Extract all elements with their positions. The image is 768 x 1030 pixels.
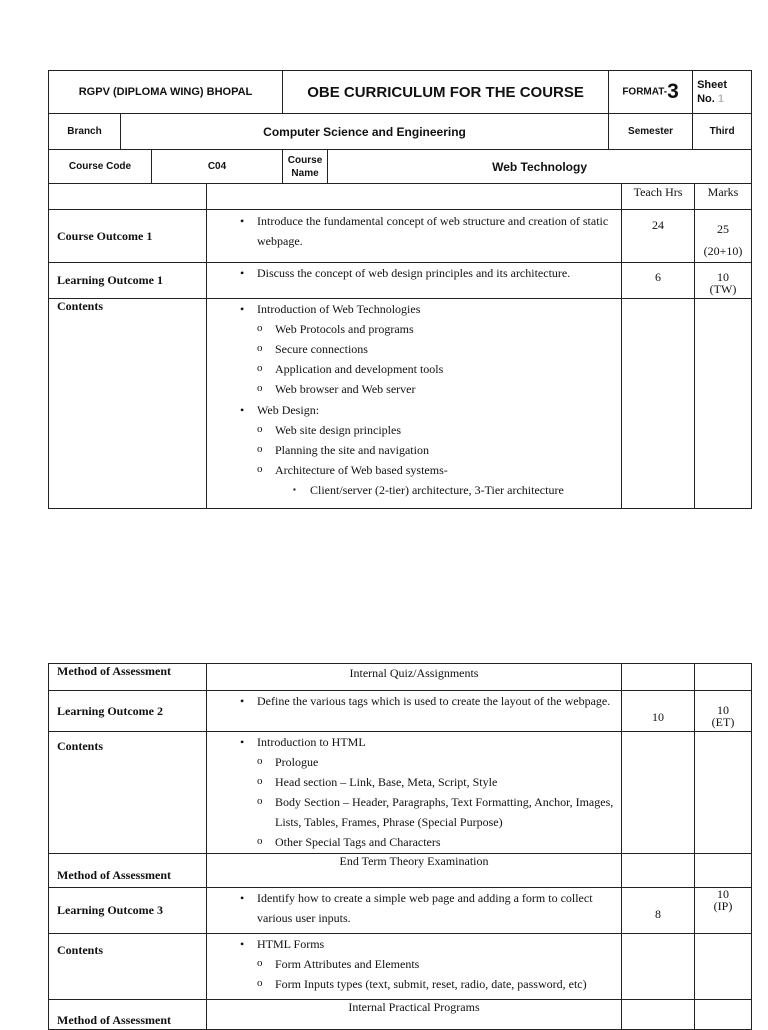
- contents-1-label: Contents: [49, 299, 207, 509]
- learning-outcome-1-hrs: 6: [622, 263, 695, 299]
- teach-hrs-header: Teach Hrs: [622, 184, 695, 210]
- contents-1-list: [207, 299, 622, 509]
- course-outcome-1-text: • Introduce the fundamental concept of web structure and creation of static webpage.: [207, 210, 622, 263]
- list-item: Lists, Tables, Frames, Phrase (Special Purpose): [275, 815, 503, 829]
- learning-outcome-3-hrs: 8: [622, 888, 695, 934]
- sheet-no-cell: [693, 71, 752, 114]
- learning-outcome-2-text: • Define the various tags which is used to create the layout of the webpage.: [207, 691, 622, 732]
- learning-outcome-1-text: • Discuss the concept of web design principles and its architecture.: [207, 263, 622, 299]
- list-item: o Form Attributes and Elements: [207, 954, 621, 974]
- curriculum-table-2: [48, 663, 752, 1030]
- list-item: o Prologue: [207, 752, 621, 772]
- list-item: o Architecture of Web based systems-: [207, 460, 621, 480]
- branch-label: Branch: [49, 114, 121, 150]
- list-item: o Web Protocols and programs: [207, 319, 621, 339]
- course-code-value: C04: [152, 150, 283, 184]
- course-outcome-1-hrs: 24: [622, 210, 695, 263]
- course-outcome-1-marks: 25 (20+10): [695, 210, 752, 263]
- learning-outcome-2-hrs: 10: [622, 691, 695, 732]
- list-item: o Head section – Link, Base, Meta, Script, Style: [207, 772, 621, 792]
- list-item: o Form Inputs types (text, submit, reset, radio, date, password, etc): [207, 974, 621, 994]
- list-item: ▪ Client/server (2-tier) architecture, 3-Tier architecture: [207, 480, 621, 500]
- branch-value: Computer Science and Engineering: [121, 114, 609, 150]
- document-title: OBE CURRICULUM FOR THE COURSE: [283, 71, 609, 114]
- list-item: o Secure connections: [207, 339, 621, 359]
- method-of-assessment-3-label: Method of Assessment: [49, 1000, 207, 1030]
- method-of-assessment-1-value: Internal Quiz/Assignments: [207, 664, 622, 691]
- course-name-label: Course Name: [283, 150, 328, 184]
- course-name-value: Web Technology: [328, 150, 752, 184]
- list-item: o Planning the site and navigation: [207, 440, 621, 460]
- semester-label: Semester: [609, 114, 693, 150]
- list-item: o Application and development tools: [207, 359, 621, 379]
- learning-outcome-2-marks: 10 (ET): [695, 691, 752, 732]
- method-of-assessment-3-value: Internal Practical Programs: [207, 1000, 622, 1030]
- contents-3-list: [207, 934, 622, 1000]
- header-table: [48, 70, 752, 184]
- list-item: o Web browser and Web server: [207, 379, 621, 399]
- learning-outcome-1-marks: 10 (TW): [695, 263, 752, 299]
- contents-2-label: Contents: [49, 732, 207, 854]
- method-of-assessment-1-label: Method of Assessment: [49, 664, 207, 691]
- learning-outcome-3-label: Learning Outcome 3: [49, 888, 207, 934]
- contents-2-list: [207, 732, 622, 854]
- sheet-label: Sheet: [697, 79, 728, 91]
- semester-value: Third: [693, 114, 752, 150]
- course-code-label: Course Code: [49, 150, 152, 184]
- learning-outcome-1-label: Learning Outcome 1: [49, 263, 207, 299]
- learning-outcome-3-marks: 10 (IP): [695, 888, 752, 934]
- list-item: o Body Section – Header, Paragraphs, Text Formatting, Anchor, Images,: [207, 792, 621, 812]
- marks-header: Marks: [695, 184, 752, 210]
- org-name: RGPV (DIPLOMA WING) BHOPAL: [49, 71, 283, 114]
- list-item: • Introduction to HTML: [207, 732, 621, 752]
- learning-outcome-2-label: Learning Outcome 2: [49, 691, 207, 732]
- sheet-no-label: No.: [697, 93, 715, 105]
- list-item: • Introduction of Web Technologies: [207, 299, 621, 319]
- list-item: o Web site design principles: [207, 420, 621, 440]
- list-item: • Web Design:: [207, 400, 621, 420]
- method-of-assessment-2-value: End Term Theory Examination: [207, 854, 622, 888]
- course-outcome-1-label: Course Outcome 1: [49, 210, 207, 263]
- learning-outcome-3-text: • Identify how to create a simple web page and adding a form to collect various user inputs.: [207, 888, 622, 934]
- sheet-no-value: 1: [717, 93, 724, 105]
- list-item: • HTML Forms: [207, 934, 621, 954]
- format-number: 3: [667, 80, 679, 103]
- method-of-assessment-2-label: Method of Assessment: [49, 854, 207, 888]
- list-item: o Other Special Tags and Characters: [207, 832, 621, 852]
- format-cell: FORMAT-3: [609, 71, 693, 114]
- curriculum-table-1: [48, 183, 752, 509]
- contents-3-label: Contents: [49, 934, 207, 1000]
